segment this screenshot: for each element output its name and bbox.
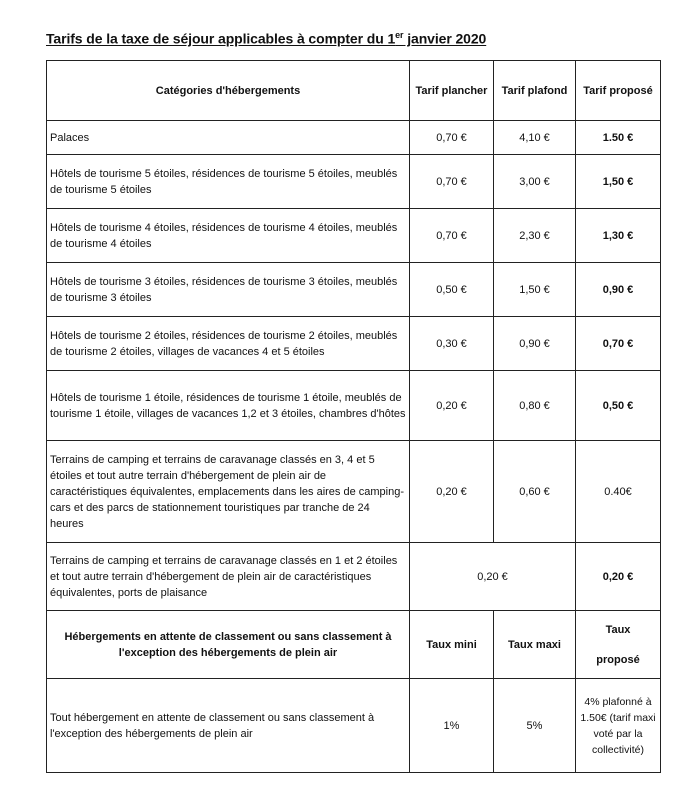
row-plafond: 3,00 €: [494, 155, 576, 209]
row-propose: 1.50 €: [576, 121, 661, 155]
section2-header-row: [47, 611, 661, 679]
table-row: [47, 209, 661, 263]
header-taux-propose: Taux proposé: [576, 611, 661, 679]
page-title: Tarifs de la taxe de séjour applicables à compter du 1er janvier 2020: [46, 30, 487, 47]
row-mini: 1%: [410, 679, 494, 773]
row-plancher: 0,50 €: [410, 263, 494, 317]
row-propose: 1,50 €: [576, 155, 661, 209]
row-plafond: 0,80 €: [494, 371, 576, 441]
row-label: Palaces: [47, 121, 410, 155]
header-taux-maxi: Taux maxi: [494, 611, 576, 679]
row-plafond: 1,50 €: [494, 263, 576, 317]
table-header-row: [47, 61, 661, 121]
header-categories: Catégories d'hébergements: [47, 61, 410, 121]
table-row: [47, 263, 661, 317]
row-plafond: 2,30 €: [494, 209, 576, 263]
header-plafond: Tarif plafond: [494, 61, 576, 121]
row-propose: 0,70 €: [576, 317, 661, 371]
row-maxi: 5%: [494, 679, 576, 773]
row-propose: 0,50 €: [576, 371, 661, 441]
row-label: Hôtels de tourisme 2 étoiles, résidences de tourisme 2 étoiles, meublés de tourisme 2 étoiles, villages de vacances 4 et 5 étoiles: [47, 317, 410, 371]
row-plancher: 0,20 €: [410, 371, 494, 441]
row-plancher: 0,70 €: [410, 209, 494, 263]
row-plafond: 0,90 €: [494, 317, 576, 371]
row-label: Hôtels de tourisme 4 étoiles, résidences de tourisme 4 étoiles, meublés de tourisme 4 étoiles: [47, 209, 410, 263]
row-label: Terrains de camping et terrains de caravanage classés en 3, 4 et 5 étoiles et tout autre terrain d'hébergement de plein air de caractéristiques équivalentes, emplacements dans les aires de camping-cars et des parcs de stationnement touristiques par tranche de 24 heures: [47, 441, 410, 543]
table-row: [47, 371, 661, 441]
section2-header-label: Hébergements en attente de classement ou sans classement à l'exception des hébergements de plein air: [47, 611, 410, 679]
row-plafond: 4,10 €: [494, 121, 576, 155]
row-propose: 1,30 €: [576, 209, 661, 263]
header-plancher: Tarif plancher: [410, 61, 494, 121]
row-propose: 4% plafonné à 1.50€ (tarif maxi voté par la collectivité): [576, 679, 661, 773]
row-label: Hôtels de tourisme 5 étoiles, résidences de tourisme 5 étoiles, meublés de tourisme 5 étoiles: [47, 155, 410, 209]
row-plancher: 0,70 €: [410, 155, 494, 209]
table-row: [47, 317, 661, 371]
table-row: [47, 543, 661, 611]
tariff-table: [46, 60, 661, 773]
header-propose: Tarif proposé: [576, 61, 661, 121]
row-label: Hôtels de tourisme 3 étoiles, résidences de tourisme 3 étoiles, meublés de tourisme 3 étoiles: [47, 263, 410, 317]
table-row: [47, 155, 661, 209]
row-propose: 0.40€: [576, 441, 661, 543]
row-propose: 0,90 €: [576, 263, 661, 317]
row-plancher: 0,20 €: [410, 441, 494, 543]
header-taux-mini: Taux mini: [410, 611, 494, 679]
row-label: Hôtels de tourisme 1 étoile, résidences de tourisme 1 étoile, meublés de tourisme 1 étoile, villages de vacances 1,2 et 3 étoiles, chambres d'hôtes: [47, 371, 410, 441]
table-row: [47, 121, 661, 155]
row-label: Tout hébergement en attente de classement ou sans classement à l'exception des hébergements de plein air: [47, 679, 410, 773]
table-row: [47, 441, 661, 543]
row-plancher: 0,70 €: [410, 121, 494, 155]
row-plancher: 0,30 €: [410, 317, 494, 371]
row-label: Terrains de camping et terrains de caravanage classés en 1 et 2 étoiles et tout autre terrain d'hébergement de plein air de caractéristiques équivalentes, ports de plaisance: [47, 543, 410, 611]
row-merged-value: 0,20 €: [410, 543, 576, 611]
row-propose: 0,20 €: [576, 543, 661, 611]
table-row: [47, 679, 661, 773]
row-plafond: 0,60 €: [494, 441, 576, 543]
